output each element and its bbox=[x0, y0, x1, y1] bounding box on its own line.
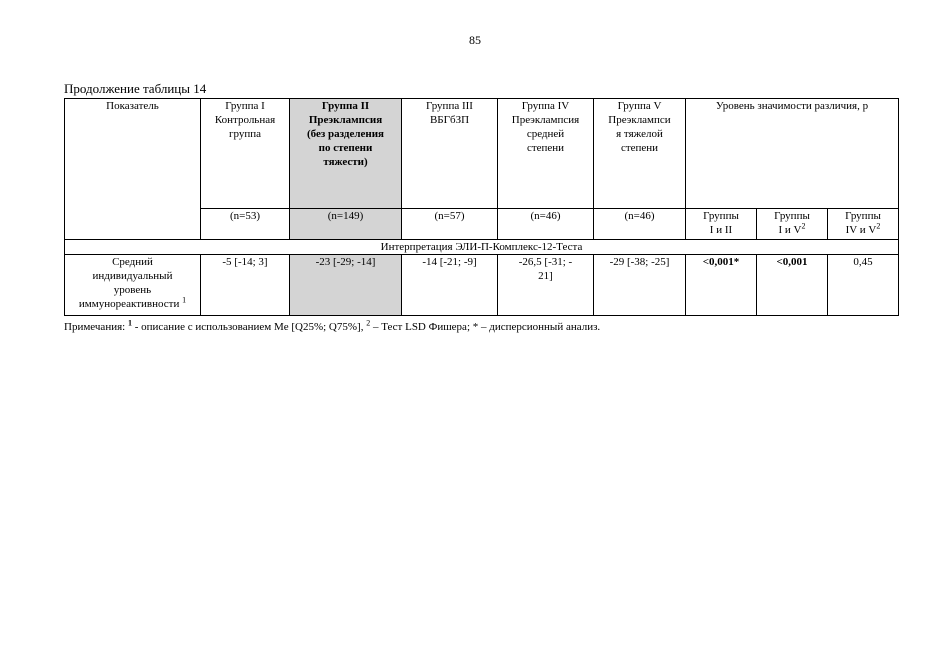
count-group-5: (n=46) bbox=[594, 209, 686, 240]
comparison-header-2 bbox=[757, 209, 828, 240]
row-indicator bbox=[65, 255, 201, 316]
count-group-2: (n=149) bbox=[290, 209, 402, 240]
comparison-label: Группы I и V bbox=[774, 210, 810, 236]
page-number: 85 bbox=[469, 33, 481, 47]
header-group-1: Группа I Контрольная группа bbox=[201, 99, 290, 209]
comparison-label: Группы IV и V bbox=[845, 210, 881, 236]
comparison-header-3 bbox=[828, 209, 899, 240]
value-group-2: -23 [-29; -14] bbox=[290, 255, 402, 316]
count-group-1: (n=53) bbox=[201, 209, 290, 240]
value-group-4: -26,5 [-31; - 21] bbox=[498, 255, 594, 316]
value-group-3: -14 [-21; -9] bbox=[402, 255, 498, 316]
superscript: 1 bbox=[127, 318, 132, 328]
count-group-3: (n=57) bbox=[402, 209, 498, 240]
table-row bbox=[65, 255, 899, 316]
count-group-4: (n=46) bbox=[498, 209, 594, 240]
p-value-3: 0,45 bbox=[828, 255, 899, 316]
notes-text: - описание с использованием Me [Q25%; Q75%], bbox=[131, 321, 367, 333]
header-indicator: Показатель bbox=[65, 99, 201, 240]
value-group-1: -5 [-14; 3] bbox=[201, 255, 290, 316]
notes-text: – Тест LSD Фишера; * – дисперсионный анализ. bbox=[370, 321, 601, 333]
comparison-label: Группы I и II bbox=[703, 210, 739, 236]
section-row bbox=[65, 240, 899, 255]
superscript: 1 bbox=[182, 295, 187, 305]
notes-prefix: Примечания: bbox=[64, 321, 128, 333]
header-group-2: Группа II Преэклампсия (без разделения по степени тяжести) bbox=[290, 99, 402, 209]
superscript: 2 bbox=[801, 221, 806, 231]
header-group-3: Группа III ВБГбЗП bbox=[402, 99, 498, 209]
section-title: Интерпретация ЭЛИ-П-Комплекс-12-Теста bbox=[65, 240, 899, 255]
superscript: 2 bbox=[366, 318, 371, 328]
header-group-4: Группа IV Преэклампсия средней степени bbox=[498, 99, 594, 209]
table-notes bbox=[64, 318, 601, 333]
table-caption: Продолжение таблицы 14 bbox=[64, 81, 207, 96]
header-row bbox=[65, 99, 899, 209]
results-table bbox=[64, 98, 899, 316]
superscript: 2 bbox=[876, 221, 881, 231]
header-significance: Уровень значимости различия, p bbox=[686, 99, 899, 209]
p-value-1: <0,001* bbox=[686, 255, 757, 316]
value-group-5: -29 [-38; -25] bbox=[594, 255, 686, 316]
p-value-2: <0,001 bbox=[757, 255, 828, 316]
header-group-5: Группа V Преэклампси я тяжелой степени bbox=[594, 99, 686, 209]
indicator-label: Средний индивидуальный уровень иммунореактивности bbox=[78, 256, 180, 310]
comparison-header-1 bbox=[686, 209, 757, 240]
